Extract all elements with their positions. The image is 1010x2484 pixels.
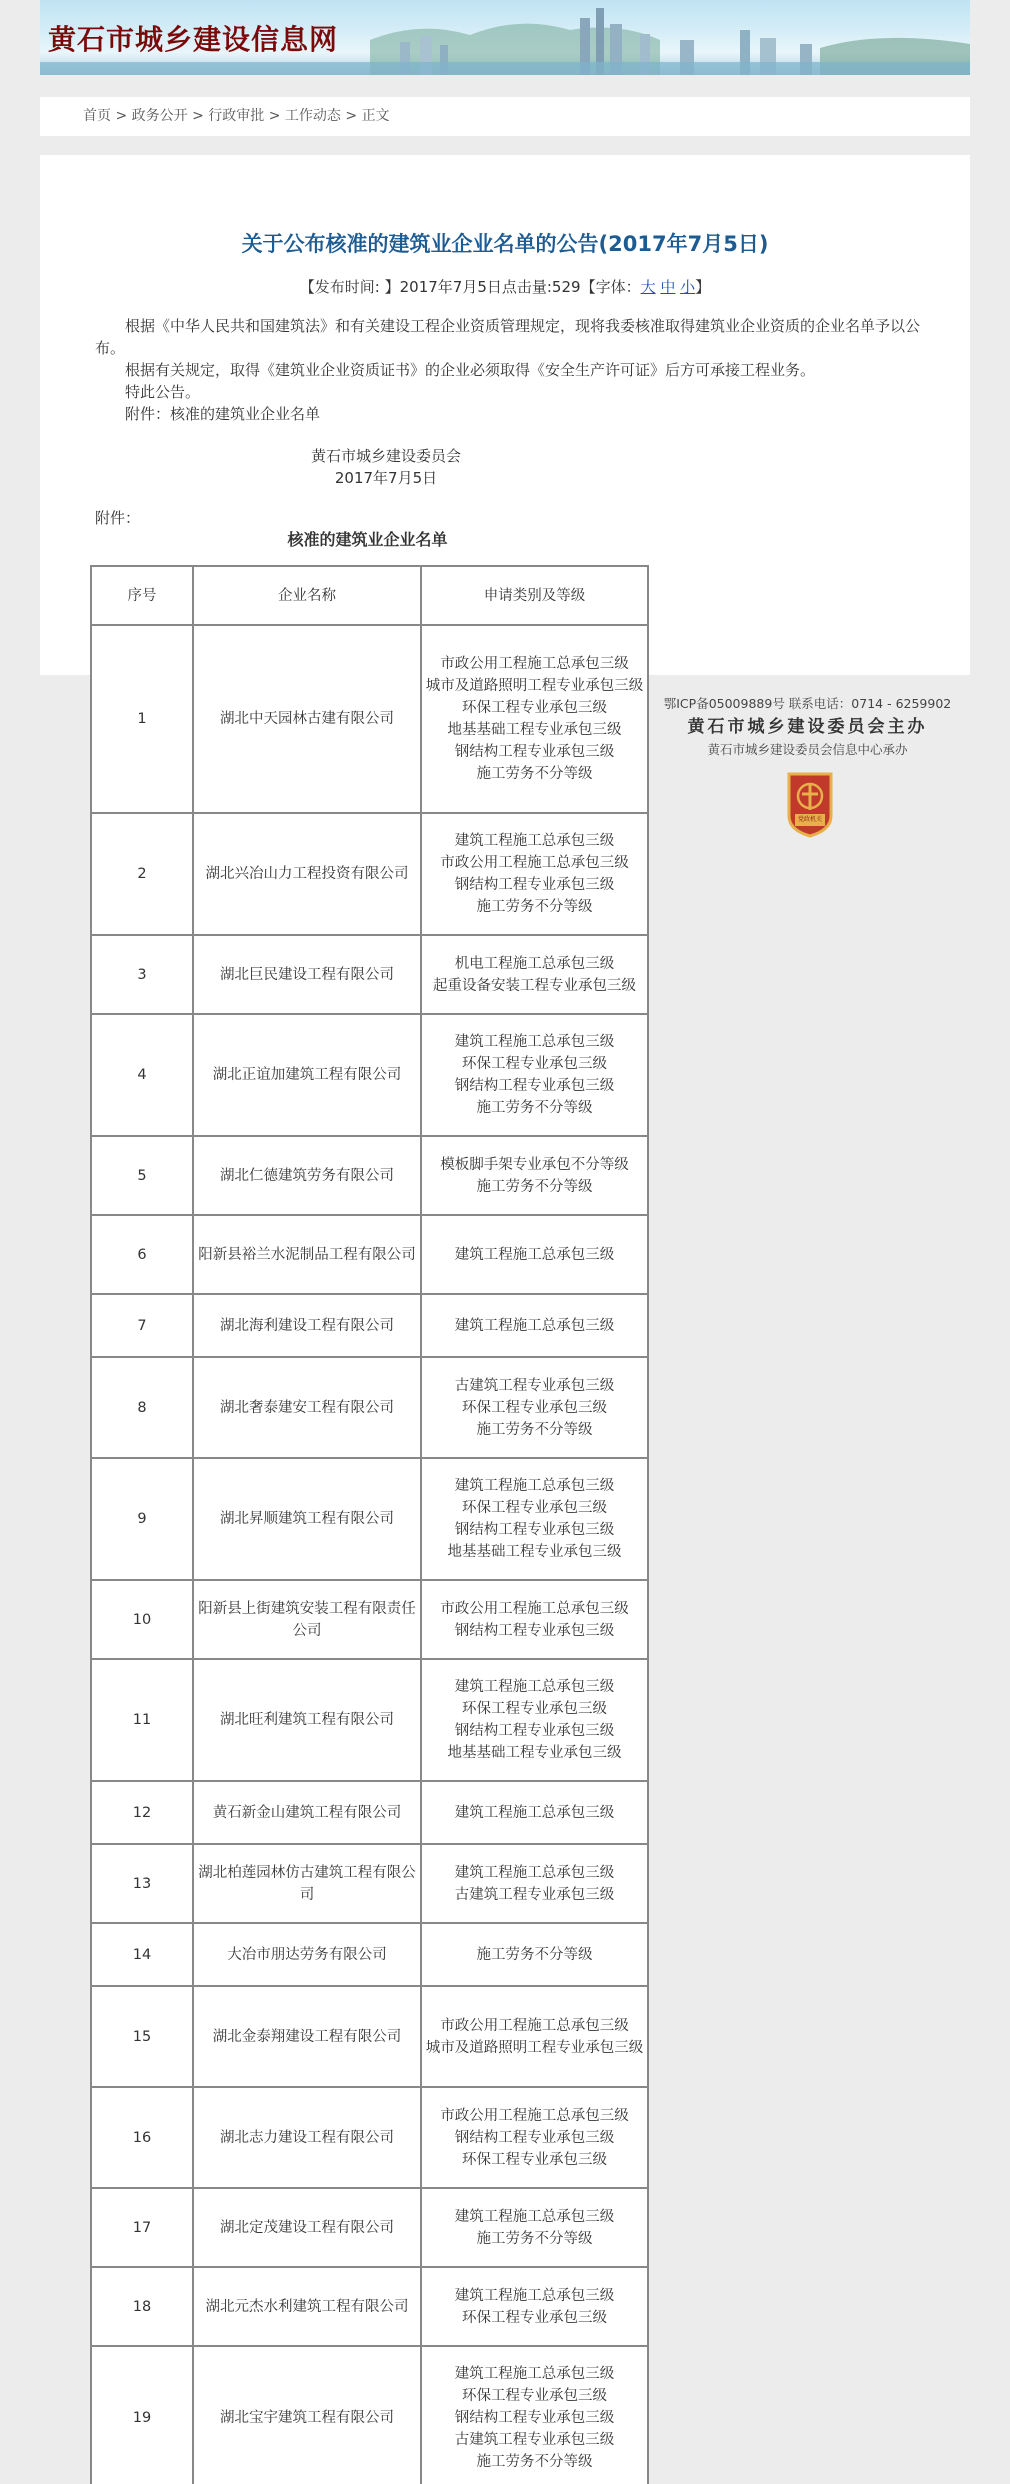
qualification-list: 古建筑工程专业承包三级 环保工程专业承包三级 施工劳务不分等级 (421, 1357, 648, 1458)
company-name: 湖北奢泰建安工程有限公司 (193, 1357, 421, 1458)
header-name: 企业名称 (193, 566, 421, 625)
company-name: 湖北昇顺建筑工程有限公司 (193, 1458, 421, 1580)
table-title: 核准的建筑业企业名单 (287, 530, 448, 549)
row-number: 6 (91, 1215, 193, 1294)
article-meta: 【发布时间: 】2017年7月5日点击量:529【字体：大 中 小】 (299, 278, 711, 296)
company-name: 湖北金泰翔建设工程有限公司 (193, 1986, 421, 2087)
company-table (90, 565, 649, 2484)
row-number: 17 (91, 2188, 193, 2267)
company-name: 湖北兴冶山力工程投资有限公司 (193, 813, 421, 935)
row-number: 3 (91, 935, 193, 1014)
breadcrumb-work-news[interactable]: 工作动态 (284, 108, 341, 124)
company-name: 湖北海利建设工程有限公司 (193, 1294, 421, 1357)
site-info (645, 694, 970, 760)
gov-badge-icon[interactable] (785, 772, 835, 838)
row-number: 1 (91, 625, 193, 813)
table-row (91, 2087, 648, 2188)
qualification-list: 建筑工程施工总承包三级 (421, 1781, 648, 1844)
badge-label: 党政机关 (797, 816, 822, 823)
breadcrumb: 首页 > 政务公开 > 行政审批 > 工作动态 > 正文 (40, 97, 970, 136)
table-row (91, 625, 648, 813)
site-title[interactable]: 黄石市城乡建设信息网 (48, 23, 339, 56)
signature-date: 2017年7月5日 (334, 469, 438, 487)
qualification-list: 建筑工程施工总承包三级 环保工程专业承包三级 (421, 2267, 648, 2346)
icp-info: 鄂ICP备05009889号 联系电话：0714 - 6259902 (663, 696, 952, 711)
article-body (95, 315, 925, 425)
qualification-list: 市政公用工程施工总承包三级 城市及道路照明工程专业承包三级 环保工程专业承包三级 地基基础工程专业承包三级 钢结构工程专业承包三级 施工劳务不分等级 (421, 625, 648, 813)
qualification-list: 建筑工程施工总承包三级 环保工程专业承包三级 钢结构工程专业承包三级 施工劳务不分等级 (421, 1014, 648, 1136)
company-name: 湖北仁德建筑劳务有限公司 (193, 1136, 421, 1215)
qualification-list: 市政公用工程施工总承包三级 钢结构工程专业承包三级 环保工程专业承包三级 (421, 2087, 648, 2188)
row-number: 10 (91, 1580, 193, 1659)
table-row (91, 2188, 648, 2267)
company-name: 湖北元杰水利建筑工程有限公司 (193, 2267, 421, 2346)
row-number: 9 (91, 1458, 193, 1580)
table-row (91, 935, 648, 1014)
attachment-label: 附件： (95, 509, 141, 527)
qualification-list: 建筑工程施工总承包三级 环保工程专业承包三级 钢结构工程专业承包三级 古建筑工程专业承包三级 施工劳务不分等级 (421, 2346, 648, 2484)
header-quals: 申请类别及等级 (421, 566, 648, 625)
table-row (91, 2346, 648, 2484)
signature-org: 黄石市城乡建设委员会 (310, 447, 461, 465)
header-no: 序号 (91, 566, 193, 625)
row-number: 14 (91, 1923, 193, 1986)
qualification-list: 模板脚手架专业承包不分等级 施工劳务不分等级 (421, 1136, 648, 1215)
company-name: 湖北宝宇建筑工程有限公司 (193, 2346, 421, 2484)
host-org: 黄石市城乡建设委员会主办 (687, 717, 928, 737)
site-banner (40, 0, 970, 75)
row-number: 16 (91, 2087, 193, 2188)
table-row (91, 1458, 648, 1580)
undertaker-org: 黄石市城乡建设委员会信息中心承办 (707, 742, 908, 757)
table-row (91, 1294, 648, 1357)
paragraph: 附件：核准的建筑业企业名单 (125, 405, 321, 423)
table-row (91, 2267, 648, 2346)
table-row (91, 1136, 648, 1215)
row-number: 11 (91, 1659, 193, 1781)
table-row (91, 1781, 648, 1844)
company-name: 湖北正谊加建筑工程有限公司 (193, 1014, 421, 1136)
company-name: 湖北柏莲园林仿古建筑工程有限公司 (193, 1844, 421, 1923)
qualification-list: 市政公用工程施工总承包三级 城市及道路照明工程专业承包三级 (421, 1986, 648, 2087)
row-number: 13 (91, 1844, 193, 1923)
company-name: 湖北定茂建设工程有限公司 (193, 2188, 421, 2267)
font-size-small-link[interactable]: 小 (680, 278, 696, 296)
table-row (91, 1215, 648, 1294)
breadcrumb-current: 正文 (361, 108, 390, 124)
row-number: 2 (91, 813, 193, 935)
row-number: 19 (91, 2346, 193, 2484)
paragraph: 根据有关规定，取得《建筑业企业资质证书》的企业必须取得《安全生产许可证》后方可承接工程业务。 (125, 361, 816, 379)
paragraph: 根据《中华人民共和国建筑法》和有关建设工程企业资质管理规定，现将我委核准取得建筑业企业资质的企业名单予以公布。 (95, 317, 921, 357)
qualification-list: 建筑工程施工总承包三级 施工劳务不分等级 (421, 2188, 648, 2267)
article-title: 关于公布核准的建筑业企业名单的公告(2017年7月5日) (241, 232, 769, 256)
qualification-list: 建筑工程施工总承包三级 环保工程专业承包三级 钢结构工程专业承包三级 地基基础工程专业承包三级 (421, 1659, 648, 1781)
row-number: 8 (91, 1357, 193, 1458)
row-number: 5 (91, 1136, 193, 1215)
font-size-medium-link[interactable]: 中 (660, 278, 676, 296)
table-row (91, 1357, 648, 1458)
qualification-list: 施工劳务不分等级 (421, 1923, 648, 1986)
company-name: 湖北中天园林古建有限公司 (193, 625, 421, 813)
qualification-list: 建筑工程施工总承包三级 (421, 1294, 648, 1357)
row-number: 18 (91, 2267, 193, 2346)
company-name: 大冶市朋达劳务有限公司 (193, 1923, 421, 1986)
row-number: 12 (91, 1781, 193, 1844)
qualification-list: 市政公用工程施工总承包三级 钢结构工程专业承包三级 (421, 1580, 648, 1659)
font-size-large-link[interactable]: 大 (640, 278, 656, 296)
table-header-row (91, 566, 648, 625)
row-number: 7 (91, 1294, 193, 1357)
table-row (91, 1923, 648, 1986)
table-row (91, 1014, 648, 1136)
table-row (91, 1580, 648, 1659)
qualification-list: 建筑工程施工总承包三级 古建筑工程专业承包三级 (421, 1844, 648, 1923)
row-number: 15 (91, 1986, 193, 2087)
breadcrumb-admin-approval[interactable]: 行政审批 (208, 108, 265, 124)
table-row (91, 1659, 648, 1781)
company-name: 湖北旺利建筑工程有限公司 (193, 1659, 421, 1781)
company-name: 阳新县裕兰水泥制品工程有限公司 (193, 1215, 421, 1294)
breadcrumb-gov-affairs[interactable]: 政务公开 (131, 108, 188, 124)
qualification-list: 建筑工程施工总承包三级 (421, 1215, 648, 1294)
breadcrumb-home[interactable]: 首页 (83, 108, 111, 124)
table-row (91, 813, 648, 935)
table-row (91, 1844, 648, 1923)
company-name: 湖北志力建设工程有限公司 (193, 2087, 421, 2188)
qualification-list: 建筑工程施工总承包三级 环保工程专业承包三级 钢结构工程专业承包三级 地基基础工程专业承包三级 (421, 1458, 648, 1580)
signature-block (236, 445, 536, 489)
company-name: 湖北巨民建设工程有限公司 (193, 935, 421, 1014)
row-number: 4 (91, 1014, 193, 1136)
company-name: 黄石新金山建筑工程有限公司 (193, 1781, 421, 1844)
paragraph: 特此公告。 (125, 383, 201, 401)
company-name: 阳新县上街建筑安装工程有限责任公司 (193, 1580, 421, 1659)
qualification-list: 建筑工程施工总承包三级 市政公用工程施工总承包三级 钢结构工程专业承包三级 施工劳务不分等级 (421, 813, 648, 935)
qualification-list: 机电工程施工总承包三级 起重设备安装工程专业承包三级 (421, 935, 648, 1014)
table-row (91, 1986, 648, 2087)
